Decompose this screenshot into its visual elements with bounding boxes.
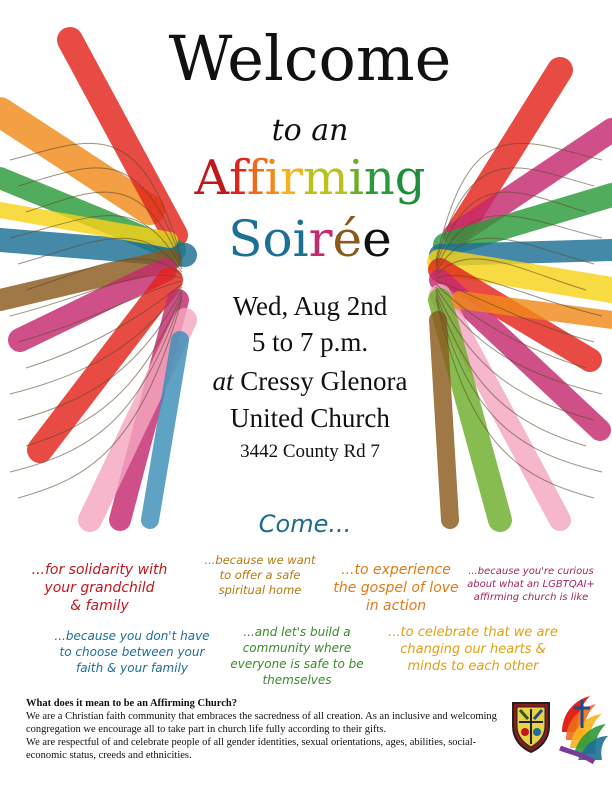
reason-solidarity: [12, 561, 187, 615]
come-heading: Come...: [258, 510, 352, 538]
reason-line: the gospel of love: [333, 580, 459, 596]
reason-line: & family: [70, 598, 129, 614]
reason-celebrate: [374, 624, 572, 675]
event-time: 5 to 7 p.m.: [251, 327, 369, 357]
affirming-letter: g: [394, 150, 426, 206]
reason-line: themselves: [262, 673, 332, 687]
about-question: What does it mean to be an Affirming Church?: [26, 698, 237, 709]
about-paragraph-2: We are respectful of and celebrate people of all gender identities, sexual orientations, ages, abilities, social-economic status, creeds and ethnicities.: [26, 737, 477, 761]
soiree-letter: S: [228, 210, 263, 268]
affirming-ministries-logo-icon: [556, 692, 608, 764]
title-soiree: [180, 210, 440, 268]
reason-line: your grandchild: [44, 580, 155, 596]
reason-line: to choose between your: [59, 645, 205, 659]
reason-curious: [456, 565, 606, 604]
affirming-letter: f: [229, 150, 247, 206]
reason-line: minds to each other: [407, 659, 539, 674]
title-affirming: [150, 150, 470, 206]
united-church-crest-icon: [510, 700, 552, 754]
right-hands-artwork: [436, 70, 612, 520]
soiree-letter: é: [332, 210, 363, 268]
affirming-letter: n: [363, 150, 395, 206]
reason-line: to offer a safe: [219, 568, 301, 582]
affirming-letter: f: [246, 150, 265, 206]
event-address: 3442 County Rd 7: [240, 441, 380, 462]
soiree-letter: e: [362, 210, 392, 268]
soiree-letter: o: [262, 210, 293, 268]
reason-line: community where: [242, 641, 352, 655]
affirming-letter: A: [194, 150, 230, 206]
reason-line: ...for solidarity with: [31, 562, 168, 578]
reason-line: ...to experience: [341, 562, 451, 578]
reason-line: everyone is safe to be: [230, 657, 364, 671]
reason-faith-family: [42, 628, 222, 676]
reason-safe-home: [196, 553, 324, 598]
reason-community: [212, 624, 382, 688]
reason-line: ...and let's build a: [243, 625, 351, 639]
reason-line: ...because you're curious: [468, 566, 594, 577]
soiree-letter: r: [308, 210, 333, 268]
reason-line: ...because you don't have: [54, 629, 210, 643]
title-welcome: Welcome: [168, 22, 452, 95]
reason-line: ...to celebrate that we are: [388, 625, 558, 640]
about-section: [26, 697, 506, 762]
reason-line: about what an LGBTQAI+: [467, 579, 595, 590]
reason-line: spiritual home: [218, 583, 302, 597]
title-to-an: to an: [271, 113, 349, 148]
reason-line: ...because we want: [204, 553, 316, 567]
affirming-letter: i: [264, 150, 281, 206]
reason-line: in action: [365, 598, 427, 614]
affirming-letter: i: [348, 150, 364, 206]
affirming-letter: r: [280, 150, 303, 206]
left-hands-artwork: [0, 40, 185, 520]
about-paragraph-1: We are a Christian faith community that embraces the sacredness of all creation. As an inclusive and welcoming congregation we encourage all to take part in church life fully according to their gifts.: [26, 711, 497, 735]
event-venue-line1: [160, 365, 460, 397]
reason-line: faith & your family: [75, 661, 189, 675]
reason-line: changing our hearts &: [400, 642, 546, 657]
venue-prefix: at: [212, 366, 234, 396]
event-date: Wed, Aug 2nd: [232, 291, 388, 321]
venue-name: Cressy Glenora: [240, 366, 408, 396]
reason-gospel: [316, 561, 476, 615]
event-venue-line2: United Church: [230, 403, 390, 433]
soiree-letter: i: [292, 210, 309, 268]
affirming-letter: m: [302, 150, 349, 206]
reason-line: affirming church is like: [473, 592, 589, 603]
